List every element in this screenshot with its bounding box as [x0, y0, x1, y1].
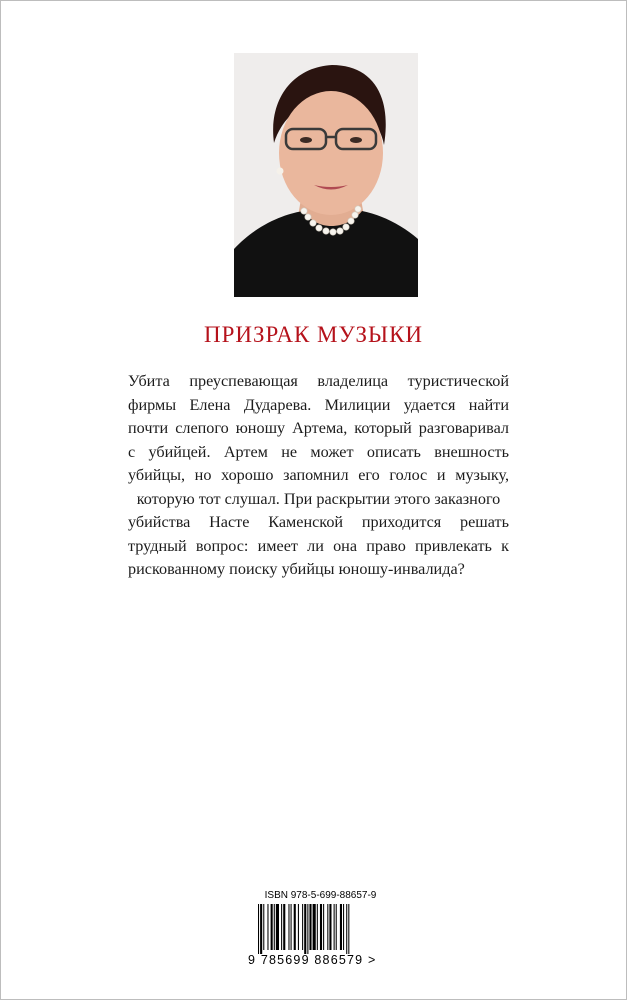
barcode-bar [336, 904, 337, 950]
barcode-bar [317, 904, 318, 950]
blurb-line: рискованному поиску убийцы юношу-инвалида? [128, 560, 465, 578]
barcode-bar [274, 904, 275, 950]
barcode-bar [276, 904, 279, 950]
blurb-line: с убийцей. Артем не может описать внешность [128, 442, 509, 461]
barcode-bar [283, 904, 285, 950]
barcode-bar [271, 904, 273, 950]
barcode-bar [348, 904, 349, 954]
barcode-bar [263, 904, 264, 950]
isbn-label: ISBN 978-5-699-88657-9 [264, 890, 377, 901]
barcode-bar [327, 904, 328, 950]
isbn-barcode [248, 890, 393, 970]
barcode-bar [288, 904, 289, 950]
blurb-line: Убита преуспевающая владелица туристической [128, 372, 509, 390]
barcode-bars [258, 904, 386, 954]
barcode-bar [291, 904, 292, 950]
barcode-bar [302, 904, 303, 950]
barcode-bar [346, 904, 347, 954]
blurb-line: убийцы, но хорошо запомнил его голос и музыку, [128, 466, 509, 484]
barcode-bar [334, 904, 335, 950]
barcode-bar [307, 904, 308, 954]
barcode-bar [298, 904, 299, 950]
barcode-bar [309, 904, 311, 950]
blurb-line: фирмы Елена Дударева. Милиции удается найти [128, 395, 509, 414]
barcode-bar [340, 904, 342, 950]
barcode-bar [258, 904, 259, 954]
barcode-bar [281, 904, 282, 950]
author-portrait [234, 53, 418, 297]
barcode-bar [267, 904, 268, 950]
barcode-bar [260, 904, 262, 954]
barcode-bar [313, 904, 316, 950]
book-title: ПРИЗРАК МУЗЫКИ [203, 322, 424, 347]
barcode-bar [323, 904, 324, 950]
book-blurb [128, 370, 509, 582]
barcode-bar [294, 904, 296, 950]
barcode-bar [304, 904, 306, 954]
blurb-line: почти слепого юношу Артема, который разговаривал [128, 419, 509, 437]
barcode-bar [320, 904, 322, 950]
barcode-bar [329, 904, 331, 950]
blurb-line: трудный вопрос: имеет ли она право привлекать к [128, 536, 509, 555]
blurb-line: которую тот слушал. При раскрытии этого заказного [136, 489, 501, 508]
blurb-line: убийства Насте Каменской приходится решать [128, 513, 509, 531]
barcode-bar [343, 904, 344, 950]
barcode-digits: 9 785699 886579 > [248, 953, 377, 967]
